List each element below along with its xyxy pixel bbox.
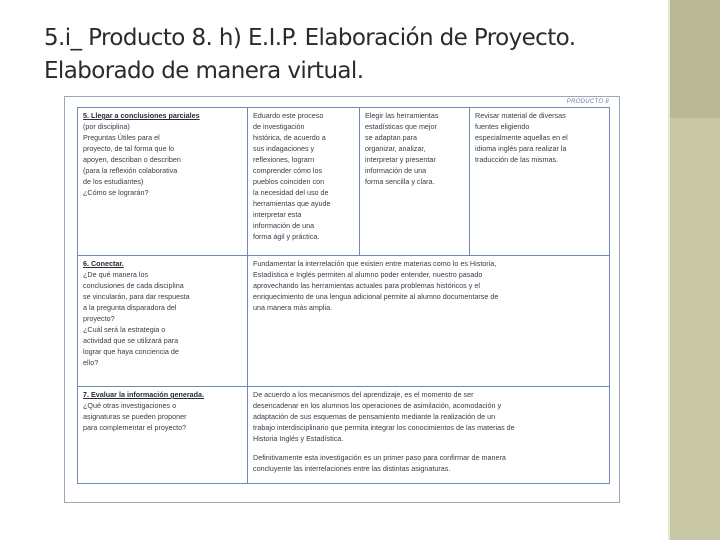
slide-title-line-2: Elaborado de manera virtual. xyxy=(44,58,364,84)
slide-title-line-1: 5.i_ Producto 8. h) E.I.P. Elaboración de Proyecto. xyxy=(44,25,576,51)
cell-line: herramientas que ayude xyxy=(253,199,331,208)
stage-line: de los estudiantes) xyxy=(83,177,144,186)
cell-line: Elegir las herramientas xyxy=(365,111,439,120)
table-cell-stage xyxy=(78,256,248,387)
cell-line: histórica, de acuerdo a xyxy=(253,133,326,142)
table-cell-stage xyxy=(78,387,248,484)
cell-line: forma ágil y práctica. xyxy=(253,232,320,241)
cell-line: estadísticas que mejor xyxy=(365,122,437,131)
stage-line: ¿Cuál será la estrategia o xyxy=(83,325,166,334)
cell-line: la necesidad del uso de xyxy=(253,188,329,197)
cell-line: traducción de las mismas. xyxy=(475,155,559,164)
stage-line: (por disciplina) xyxy=(83,122,130,131)
cell-line: De acuerdo a los mecanismos del aprendizaje, es el momento de ser xyxy=(253,390,474,399)
cell-line: de investigación xyxy=(253,122,305,131)
stage-line: proyecto? xyxy=(83,314,115,323)
cell-line: información de una xyxy=(253,221,315,230)
cell-line: comprender cómo los xyxy=(253,166,323,175)
slide-title xyxy=(44,22,644,88)
cell-line: Estadística e Inglés permiten al alumno poder entender, nuestro pasado xyxy=(253,270,483,279)
stage-line: a la pregunta disparadora del xyxy=(83,303,177,312)
cell-line: interpretar esta xyxy=(253,210,302,219)
side-accent-strip xyxy=(668,0,670,540)
table-cell-evaluation xyxy=(248,387,610,484)
cell-line: información de una xyxy=(365,166,427,175)
cell-line: Historia Inglés y Estadística. xyxy=(253,434,344,443)
stage-line: asignaturas se pueden proponer xyxy=(83,412,187,421)
stage-line: conclusiones de cada disciplina xyxy=(83,281,184,290)
table-cell-stage xyxy=(78,108,248,256)
table-row xyxy=(78,108,610,256)
cell-line: idioma inglés para realizar la xyxy=(475,144,567,153)
cell-line: pueblos coinciden con xyxy=(253,177,325,186)
paragraph-gap xyxy=(253,444,604,452)
stage-line: para complementar el proyecto? xyxy=(83,423,187,432)
cell-line: adaptación de sus esquemas de pensamiento mediante la realización de un xyxy=(253,412,496,421)
cell-line: Fundamentar la interrelación que existen entre materias como lo es Historia, xyxy=(253,259,497,268)
table-cell-statistics xyxy=(360,108,470,256)
stage-line: (para la reflexión colaborativa xyxy=(83,166,178,175)
cell-line: concluyente las interrelaciones entre las distintas asignaturas. xyxy=(253,464,451,473)
document-header: PRODUCTO 8 xyxy=(566,99,609,105)
table-cell-history xyxy=(248,108,360,256)
document-image xyxy=(64,96,620,503)
stage-line: ¿Qué otras investigaciones o xyxy=(83,401,177,410)
cell-line: organizar, analizar, xyxy=(365,144,426,153)
table-cell-english xyxy=(470,108,610,256)
stage-line: ¿De qué manera los xyxy=(83,270,149,279)
cell-line: interpretar y presentar xyxy=(365,155,436,164)
stage-heading: 5. Llegar a conclusiones parciales xyxy=(83,111,200,120)
cell-line: reflexiones, lograrn xyxy=(253,155,315,164)
cell-line: fuentes eligiendo xyxy=(475,122,530,131)
stage-line: apoyen, describan o describen xyxy=(83,155,181,164)
cell-line: sus indagaciones y xyxy=(253,144,315,153)
table-row xyxy=(78,387,610,484)
stage-line: se vincularán, para dar respuesta xyxy=(83,292,190,301)
stage-line: proyecto, de tal forma que lo xyxy=(83,144,175,153)
stage-line: Preguntas Útiles para el xyxy=(83,133,160,142)
stage-line: actividad que se utilizará para xyxy=(83,336,179,345)
cell-line: Eduardo este proceso xyxy=(253,111,324,120)
cell-line: una manera más amplia. xyxy=(253,303,333,312)
stage-heading: 7. Evaluar la información generada. xyxy=(83,390,205,399)
stage-line: ¿Cómo se lograrán? xyxy=(83,188,149,197)
table-row xyxy=(78,256,610,387)
cell-line: aprovechando las herramientas actuales para problemas históricos y el xyxy=(253,281,480,290)
side-accent-block xyxy=(668,0,720,118)
cell-line: trabajo interdisciplinario que permita integrar los conocimientos de las materias de xyxy=(253,423,515,432)
cell-line: se adaptan para xyxy=(365,133,417,142)
stage-heading: 6. Conectar. xyxy=(83,259,124,268)
project-table xyxy=(77,107,610,484)
cell-line: enriquecimiento de una lengua adicional permite al alumno documentarse de xyxy=(253,292,499,301)
stage-line: lograr que haya conciencia de xyxy=(83,347,179,356)
stage-line: ello? xyxy=(83,358,99,367)
cell-line: Revisar material de diversas xyxy=(475,111,566,120)
cell-line: Definitivamente esta investigación es un primer paso para confirmar de manera xyxy=(253,453,506,462)
cell-line: desencadenar en los alumnos los operaciones de asimilación, acomodación y xyxy=(253,401,502,410)
decorative-side-accent xyxy=(668,0,720,540)
cell-line: forma sencilla y clara. xyxy=(365,177,435,186)
table-cell-connection xyxy=(248,256,610,387)
cell-line: especialmente aquellas en el xyxy=(475,133,568,142)
